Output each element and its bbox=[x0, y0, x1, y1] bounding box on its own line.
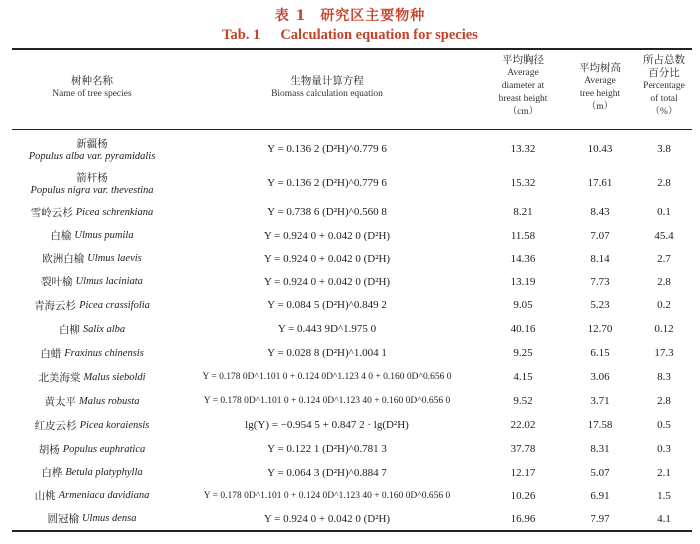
height-cell: 7.73 bbox=[590, 275, 610, 288]
dbh-cell: 13.32 bbox=[510, 143, 536, 155]
height-cell: 17.58 bbox=[587, 419, 613, 431]
header-dbh-en-4: （cm） bbox=[507, 107, 539, 117]
species-name-cn: 白柳 bbox=[58, 323, 80, 336]
equation-cell: Y = 0.028 8 (D²H)^1.004 1 bbox=[267, 347, 387, 359]
species-name-cn: 黄太平 bbox=[44, 395, 76, 408]
percentage-cell: 0.1 bbox=[657, 206, 671, 218]
height-cell: 8.43 bbox=[590, 206, 610, 218]
height-cell: 5.23 bbox=[590, 299, 610, 311]
species-cell bbox=[12, 365, 172, 389]
species-name-latin: Salix alba bbox=[82, 323, 126, 335]
equation-cell: Y = 0.084 5 (D²H)^0.849 2 bbox=[267, 299, 387, 311]
top-rule bbox=[12, 48, 692, 50]
equation-cell: Y = 0.122 1 (D²H)^0.781 3 bbox=[267, 443, 387, 455]
species-name-cn: 胡杨 bbox=[38, 443, 60, 456]
species-cell bbox=[12, 200, 172, 224]
dbh-cell: 9.05 bbox=[513, 299, 533, 311]
percentage-cell: 2.8 bbox=[657, 395, 671, 407]
equation-cell: Y = 0.178 0D^1.101 0 + 0.124 0D^1.123 40 + 0.160 0D^0.656 0 bbox=[203, 490, 451, 501]
header-dbh-en-3: breast height bbox=[498, 94, 548, 104]
header-dbh-cn: 平均胸径 bbox=[502, 54, 544, 66]
height-cell: 5.07 bbox=[590, 466, 610, 479]
dbh-cell: 12.17 bbox=[510, 466, 536, 479]
header-height-en-1: Average bbox=[584, 76, 616, 86]
table-title-cn: 研究区主要物种 bbox=[320, 8, 426, 24]
header-rule bbox=[12, 129, 692, 130]
table-row bbox=[12, 166, 692, 200]
equation-cell: Y = 0.443 9D^1.975 0 bbox=[277, 323, 377, 335]
species-name-latin: Ulmus densa bbox=[81, 513, 137, 524]
header-percentage bbox=[636, 54, 692, 119]
percentage-cell: 3.8 bbox=[657, 143, 671, 155]
height-cell: 17.61 bbox=[587, 177, 613, 189]
equation-cell: lg(Y) = −0.954 5 + 0.847 2 · lg(D²H) bbox=[245, 419, 409, 431]
height-cell: 12.70 bbox=[587, 323, 613, 335]
species-cell bbox=[12, 507, 172, 530]
species-name-latin: Malus sieboldi bbox=[83, 371, 146, 383]
species-cell bbox=[12, 437, 172, 461]
species-cell bbox=[12, 270, 172, 293]
table-row bbox=[12, 270, 692, 293]
dbh-cell: 11.58 bbox=[510, 229, 536, 242]
table-row bbox=[12, 365, 692, 389]
header-percentage-cn-1: 所占总数 bbox=[643, 54, 685, 66]
percentage-cell: 2.8 bbox=[657, 177, 671, 189]
height-cell: 3.71 bbox=[590, 395, 610, 407]
header-equation-en: Biomass calculation equation bbox=[271, 89, 383, 99]
percentage-cell: 0.3 bbox=[657, 443, 671, 455]
header-height-en-2: tree height bbox=[579, 89, 621, 99]
species-name-cn: 箭杆杨 bbox=[76, 172, 108, 184]
species-name-cn: 北美海棠 bbox=[38, 371, 81, 384]
species-name-latin: Populus nigra var. thevestina bbox=[30, 185, 154, 196]
dbh-cell: 4.15 bbox=[513, 371, 533, 383]
header-dbh bbox=[482, 54, 564, 119]
species-cell bbox=[12, 166, 172, 200]
header-percentage-en-2: of total bbox=[650, 94, 678, 104]
species-name-latin: Picea schrenkiana bbox=[75, 206, 154, 218]
table-row bbox=[12, 293, 692, 317]
table-number-en: Tab. 1 bbox=[222, 27, 261, 43]
dbh-cell: 8.21 bbox=[513, 206, 533, 218]
species-name-cn: 白蜡 bbox=[40, 347, 62, 360]
table-row bbox=[12, 484, 692, 507]
species-name-latin: Populus alba var. pyramidalis bbox=[28, 151, 156, 162]
species-name-cn: 山桃 bbox=[34, 490, 56, 502]
header-percentage-en-1: Percentage bbox=[643, 81, 685, 91]
table-row bbox=[12, 413, 692, 437]
species-name-cn: 青海云杉 bbox=[34, 299, 77, 312]
table-row bbox=[12, 507, 692, 530]
species-name-cn: 圆冠榆 bbox=[47, 513, 79, 525]
dbh-cell: 22.02 bbox=[510, 419, 536, 431]
species-name-cn: 白榆 bbox=[50, 230, 72, 242]
table-row bbox=[12, 461, 692, 484]
table-title-en: Calculation equation for species bbox=[280, 27, 478, 43]
species-cell bbox=[12, 293, 172, 317]
percentage-cell: 2.7 bbox=[657, 252, 671, 265]
table-row bbox=[12, 437, 692, 461]
percentage-cell: 4.1 bbox=[657, 512, 671, 525]
dbh-cell: 9.25 bbox=[513, 347, 533, 359]
dbh-cell: 9.52 bbox=[513, 395, 533, 407]
table-row bbox=[12, 224, 692, 247]
equation-cell: Y = 0.178 0D^1.101 0 + 0.124 0D^1.123 40 + 0.160 0D^0.656 0 bbox=[203, 396, 451, 406]
species-cell bbox=[12, 247, 172, 270]
equation-cell: Y = 0.924 0 + 0.042 0 (D²H) bbox=[263, 275, 391, 288]
equation-cell: Y = 0.924 0 + 0.042 0 (D²H) bbox=[263, 252, 391, 265]
species-cell bbox=[12, 224, 172, 247]
species-cell bbox=[12, 461, 172, 484]
species-cell bbox=[12, 413, 172, 437]
equation-cell: Y = 0.064 3 (D²H)^0.884 7 bbox=[267, 466, 387, 479]
header-height-cn: 平均树高 bbox=[579, 62, 621, 74]
species-name-latin: Ulmus laciniata bbox=[75, 276, 143, 287]
percentage-cell: 45.4 bbox=[654, 229, 674, 242]
species-name-latin: Betula platyphylla bbox=[65, 467, 143, 478]
equation-cell: Y = 0.738 6 (D²H)^0.560 8 bbox=[267, 206, 387, 218]
percentage-cell: 8.3 bbox=[657, 371, 671, 383]
equation-cell: Y = 0.924 0 + 0.042 0 (D²H) bbox=[263, 512, 391, 525]
species-name-latin: Ulmus pumila bbox=[74, 230, 134, 241]
header-percentage-en-3: （%） bbox=[650, 107, 678, 117]
table-row bbox=[12, 132, 692, 166]
species-cell bbox=[12, 317, 172, 341]
percentage-cell: 1.5 bbox=[657, 489, 671, 502]
table-row bbox=[12, 200, 692, 224]
species-name-cn: 白桦 bbox=[41, 467, 63, 479]
height-cell: 7.07 bbox=[590, 229, 610, 242]
percentage-cell: 2.8 bbox=[657, 275, 671, 288]
species-name-cn: 新疆杨 bbox=[76, 138, 108, 150]
height-cell: 10.43 bbox=[587, 143, 613, 155]
percentage-cell: 17.3 bbox=[654, 347, 674, 359]
dbh-cell: 16.96 bbox=[510, 512, 536, 525]
equation-cell: Y = 0.178 0D^1.101 0 + 0.124 0D^1.123 4 0 + 0.160 0D^0.656 0 bbox=[202, 372, 452, 382]
dbh-cell: 15.32 bbox=[510, 177, 536, 189]
species-name-cn: 雪岭云杉 bbox=[30, 206, 73, 219]
table-number-cn: 表 1 bbox=[274, 8, 307, 24]
equation-cell: Y = 0.136 2 (D²H)^0.779 6 bbox=[267, 177, 387, 189]
equation-cell: Y = 0.136 2 (D²H)^0.779 6 bbox=[267, 143, 387, 155]
species-name-cn: 裂叶榆 bbox=[41, 276, 73, 288]
height-cell: 7.97 bbox=[590, 512, 610, 525]
header-species-cn: 树种名称 bbox=[71, 75, 113, 87]
species-name-cn: 红皮云杉 bbox=[34, 419, 77, 432]
table-row bbox=[12, 341, 692, 365]
height-cell: 8.14 bbox=[590, 252, 610, 265]
species-name-latin: Ulmus laevis bbox=[87, 253, 142, 264]
percentage-cell: 0.2 bbox=[657, 299, 671, 311]
species-name-latin: Picea koraiensis bbox=[79, 419, 150, 431]
table-row bbox=[12, 317, 692, 341]
species-name-latin: Armeniaca davidiana bbox=[58, 490, 150, 501]
dbh-cell: 13.19 bbox=[510, 275, 536, 288]
species-cell bbox=[12, 341, 172, 365]
percentage-cell: 0.5 bbox=[657, 419, 671, 431]
dbh-cell: 37.78 bbox=[510, 443, 536, 455]
header-height-en-3: （m） bbox=[586, 102, 614, 112]
height-cell: 3.06 bbox=[590, 371, 610, 383]
header-percentage-cn-2: 百分比 bbox=[648, 67, 680, 79]
table-caption-en bbox=[0, 27, 700, 44]
header-dbh-en-1: Average bbox=[507, 68, 539, 78]
header-equation-cn: 生物量计算方程 bbox=[290, 75, 364, 87]
percentage-cell: 2.1 bbox=[657, 466, 671, 479]
header-species-en: Name of tree species bbox=[52, 89, 132, 99]
height-cell: 8.31 bbox=[590, 443, 610, 455]
equation-cell: Y = 0.924 0 + 0.042 0 (D²H) bbox=[263, 229, 391, 242]
bottom-rule bbox=[12, 530, 692, 532]
height-cell: 6.91 bbox=[590, 489, 610, 502]
table-row bbox=[12, 247, 692, 270]
height-cell: 6.15 bbox=[590, 347, 610, 359]
species-cell bbox=[12, 132, 172, 166]
dbh-cell: 14.36 bbox=[510, 252, 536, 265]
species-name-latin: Malus robusta bbox=[78, 395, 140, 407]
dbh-cell: 40.16 bbox=[510, 323, 536, 335]
percentage-cell: 0.12 bbox=[654, 323, 674, 335]
header-height bbox=[564, 62, 636, 114]
species-name-latin: Populus euphratica bbox=[62, 443, 146, 455]
species-name-latin: Fraxinus chinensis bbox=[64, 347, 144, 359]
header-species bbox=[12, 75, 172, 101]
species-name-cn: 欧洲白榆 bbox=[42, 253, 85, 265]
table-row bbox=[12, 389, 692, 413]
header-dbh-en-2: diameter at bbox=[501, 81, 545, 91]
species-name-latin: Picea crassifolia bbox=[79, 299, 150, 311]
table-caption-cn bbox=[0, 5, 700, 25]
species-cell bbox=[12, 484, 172, 507]
header-equation bbox=[172, 75, 482, 101]
species-cell bbox=[12, 389, 172, 413]
dbh-cell: 10.26 bbox=[510, 489, 536, 502]
